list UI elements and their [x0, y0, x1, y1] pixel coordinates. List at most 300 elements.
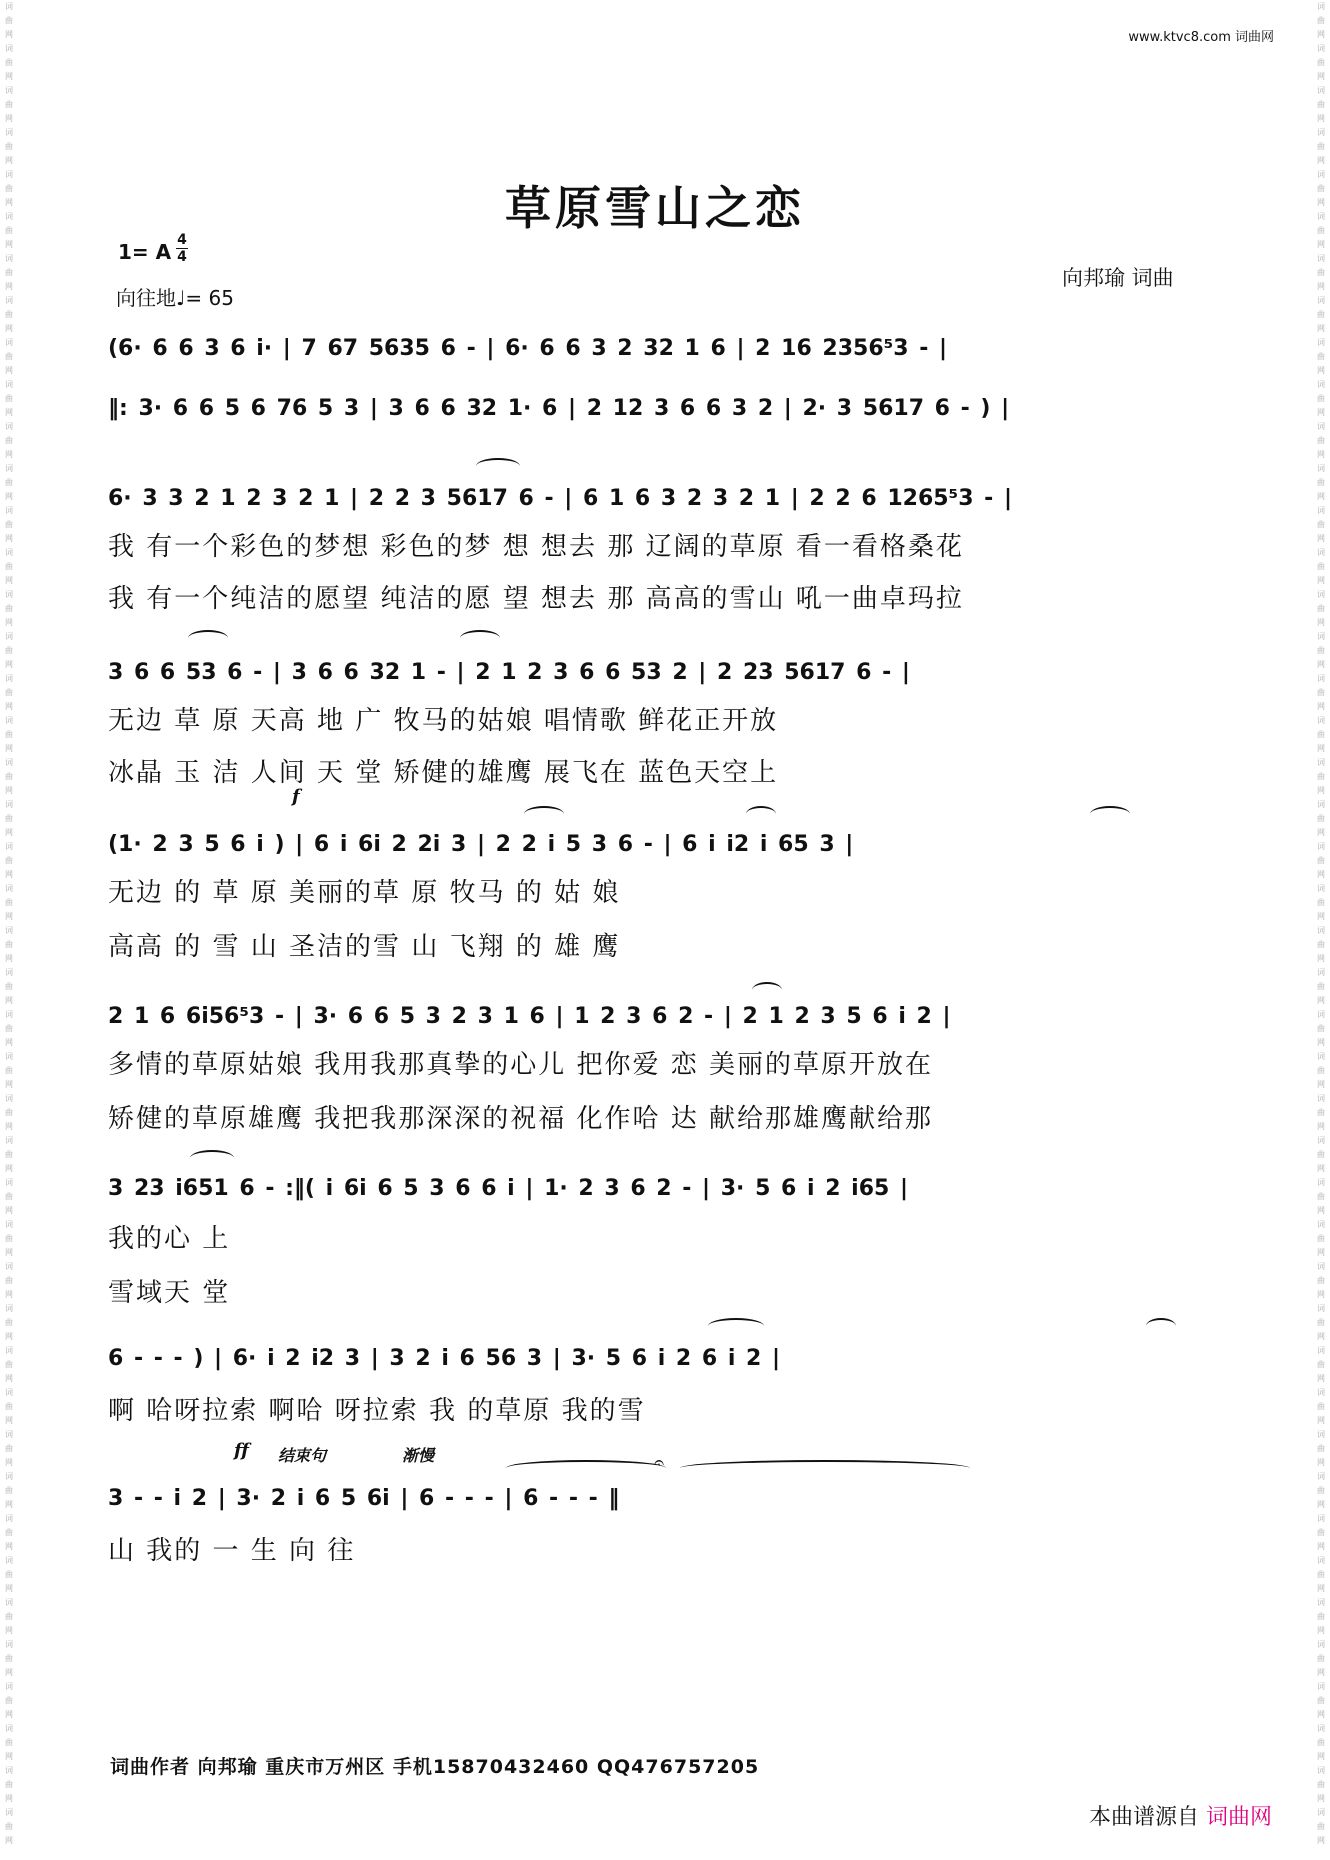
side-watermark-char: 网	[5, 324, 13, 333]
side-watermark-char: 网	[1317, 660, 1325, 669]
side-watermark-char: 网	[1317, 996, 1325, 1005]
side-watermark-char: 曲	[5, 1192, 13, 1201]
side-watermark-char: 网	[1317, 786, 1325, 795]
source-attribution	[1089, 1800, 1272, 1831]
slur-mark	[708, 1318, 764, 1334]
side-watermark-char: 网	[1317, 1374, 1325, 1383]
side-watermark-char: 网	[1317, 576, 1325, 585]
side-watermark-char: 网	[1317, 1122, 1325, 1131]
side-watermark-char: 曲	[5, 184, 13, 193]
side-watermark-char: 曲	[1317, 1612, 1325, 1621]
side-watermark-char: 网	[5, 534, 13, 543]
side-watermark-char: 曲	[5, 1066, 13, 1075]
side-watermark-char: 词	[1317, 2, 1325, 11]
side-watermark-char: 词	[1317, 1304, 1325, 1313]
side-watermark-char: 曲	[1317, 562, 1325, 571]
side-watermark-char: 曲	[1317, 1150, 1325, 1159]
side-watermark-char: 曲	[1317, 1738, 1325, 1747]
score-line-2: ‖: 3· 6 6 5 6 76 5 3 | 3 6 6 32 1· 6 | 2 12 3 6 6 3 2 | 2· 3 5617 6 - ) |	[108, 396, 1010, 421]
side-watermark-char: 曲	[5, 1024, 13, 1033]
side-watermark-char: 网	[1317, 1248, 1325, 1257]
side-watermark-char: 网	[1317, 1038, 1325, 1047]
lyric-line-6-verse-2: 矫健的草原雄鹰 我把我那深深的祝福 化作哈 达 献给那雄鹰献给那	[108, 1104, 934, 1134]
side-watermark-char: 曲	[5, 58, 13, 67]
side-watermark-char: 网	[5, 1752, 13, 1761]
side-watermark-char: 词	[5, 128, 13, 137]
side-watermark-char: 网	[1317, 366, 1325, 375]
side-watermark-char: 曲	[1317, 646, 1325, 655]
side-watermark-char: 词	[5, 716, 13, 725]
side-watermark-char: 网	[1317, 1752, 1325, 1761]
lyric-line-3-verse-2: 我 有一个纯洁的愿望 纯洁的愿 望 想去 那 高高的雪山 吼一曲卓玛拉	[108, 584, 964, 614]
side-watermark-char: 词	[5, 758, 13, 767]
side-watermark-char: 网	[1317, 492, 1325, 501]
side-watermark-char: 曲	[1317, 100, 1325, 109]
side-watermark-char: 曲	[1317, 772, 1325, 781]
fermata-icon: 𝄐	[654, 1452, 665, 1473]
slur-mark	[190, 1150, 234, 1166]
side-watermark-char: 词	[5, 254, 13, 263]
side-watermark-char: 曲	[5, 1654, 13, 1663]
side-watermark-char: 词	[5, 1514, 13, 1523]
side-watermark-char: 网	[1317, 870, 1325, 879]
side-watermark-char: 词	[5, 422, 13, 431]
side-watermark-char: 词	[5, 1388, 13, 1397]
left-side-watermark	[2, 0, 16, 1860]
side-watermark-char: 网	[5, 282, 13, 291]
side-watermark-char: 网	[5, 240, 13, 249]
side-watermark-char: 网	[1317, 450, 1325, 459]
side-watermark-char: 词	[5, 1304, 13, 1313]
lyric-line-9: 山 我的 一 生 向 往	[108, 1536, 356, 1566]
side-watermark-char: 曲	[5, 1150, 13, 1159]
side-watermark-char: 网	[1317, 1542, 1325, 1551]
side-watermark-char: 词	[5, 506, 13, 515]
side-watermark-char: 词	[1317, 1556, 1325, 1565]
slur-mark	[1146, 1318, 1176, 1334]
side-watermark-char: 词	[5, 1220, 13, 1229]
side-watermark-char: 词	[1317, 758, 1325, 767]
side-watermark-char: 词	[5, 926, 13, 935]
side-watermark-char: 网	[5, 366, 13, 375]
side-watermark-char: 曲	[1317, 604, 1325, 613]
side-watermark-char: 词	[1317, 380, 1325, 389]
side-watermark-char: 词	[1317, 716, 1325, 725]
side-watermark-char: 网	[5, 1626, 13, 1635]
side-watermark-char: 曲	[1317, 1318, 1325, 1327]
side-watermark-char: 词	[5, 1724, 13, 1733]
score-line-1: (6· 6 6 3 6 i· | 7 67 5635 6 - | 6· 6 6 3 2 32 1 6 | 2 16 2356⁵3 - |	[108, 336, 948, 361]
side-watermark-char: 网	[1317, 408, 1325, 417]
side-watermark-char: 曲	[5, 1360, 13, 1369]
site-url: www.ktvc8.com 词曲网	[1128, 30, 1274, 45]
side-watermark-char: 网	[5, 450, 13, 459]
side-watermark-char: 网	[1317, 156, 1325, 165]
side-watermark-char: 词	[5, 1556, 13, 1565]
side-watermark-char: 词	[1317, 1094, 1325, 1103]
side-watermark-char: 网	[5, 1500, 13, 1509]
side-watermark-char: 词	[1317, 884, 1325, 893]
forte-mark: f	[292, 786, 300, 807]
lyric-line-3-verse-1: 我 有一个彩色的梦想 彩色的梦 想 想去 那 辽阔的草原 看一看格桑花	[108, 532, 964, 562]
side-watermark-char: 曲	[5, 1696, 13, 1705]
side-watermark-char: 网	[1317, 1668, 1325, 1677]
side-watermark-char: 词	[5, 212, 13, 221]
side-watermark-char: 网	[5, 198, 13, 207]
side-watermark-char: 词	[1317, 464, 1325, 473]
side-watermark-char: 曲	[1317, 310, 1325, 319]
side-watermark-char: 曲	[1317, 352, 1325, 361]
side-watermark-char: 网	[1317, 1206, 1325, 1215]
side-watermark-char: 网	[5, 1248, 13, 1257]
slur-mark	[1090, 806, 1130, 822]
side-watermark-char: 曲	[1317, 1444, 1325, 1453]
side-watermark-char: 曲	[5, 1234, 13, 1243]
side-watermark-char: 词	[1317, 1514, 1325, 1523]
side-watermark-char: 曲	[1317, 730, 1325, 739]
score-line-9: 3 - - i 2 | 3· 2 i 6 5 6i | 6 - - - | 6 - - - ‖	[108, 1486, 620, 1511]
side-watermark-char: 词	[5, 1430, 13, 1439]
side-watermark-char: 词	[1317, 422, 1325, 431]
lyric-line-7-verse-2: 雪域天 堂	[108, 1278, 231, 1308]
side-watermark-char: 曲	[5, 1780, 13, 1789]
side-watermark-char: 网	[5, 1542, 13, 1551]
side-watermark-char: 词	[1317, 1220, 1325, 1229]
side-watermark-char: 词	[5, 2, 13, 11]
side-watermark-char: 网	[5, 576, 13, 585]
side-watermark-char: 网	[5, 1374, 13, 1383]
side-watermark-char: 词	[1317, 1430, 1325, 1439]
side-watermark-char: 网	[1317, 1500, 1325, 1509]
slur-mark	[460, 630, 500, 646]
side-watermark-char: 网	[1317, 954, 1325, 963]
side-watermark-char: 词	[1317, 1808, 1325, 1817]
side-watermark-char: 词	[1317, 842, 1325, 851]
side-watermark-char: 曲	[5, 562, 13, 571]
side-watermark-char: 网	[1317, 702, 1325, 711]
side-watermark-char: 词	[1317, 170, 1325, 179]
side-watermark-char: 词	[1317, 128, 1325, 137]
side-watermark-char: 网	[5, 744, 13, 753]
side-watermark-char: 曲	[5, 1612, 13, 1621]
side-watermark-char: 网	[5, 1290, 13, 1299]
side-watermark-char: 词	[5, 1808, 13, 1817]
side-watermark-char: 曲	[1317, 814, 1325, 823]
side-watermark-char: 曲	[5, 1402, 13, 1411]
side-watermark-char: 曲	[1317, 16, 1325, 25]
slur-mark	[680, 1460, 970, 1476]
side-watermark-char: 词	[1317, 1598, 1325, 1607]
side-watermark-char: 曲	[1317, 1276, 1325, 1285]
side-watermark-char: 词	[1317, 1472, 1325, 1481]
lyric-line-4-verse-2: 冰晶 玉 洁 人间 天 堂 矫健的雄鹰 展飞在 蓝色天空上	[108, 758, 779, 788]
side-watermark-char: 网	[1317, 912, 1325, 921]
side-watermark-char: 网	[1317, 744, 1325, 753]
side-watermark-char: 曲	[5, 1108, 13, 1117]
side-watermark-char: 网	[5, 1584, 13, 1593]
side-watermark-char: 词	[1317, 44, 1325, 53]
side-watermark-char: 网	[5, 1668, 13, 1677]
side-watermark-char: 词	[5, 1010, 13, 1019]
side-watermark-char: 网	[5, 72, 13, 81]
side-watermark-char: 网	[1317, 198, 1325, 207]
side-watermark-char: 词	[5, 1640, 13, 1649]
side-watermark-char: 词	[5, 590, 13, 599]
side-watermark-char: 曲	[5, 772, 13, 781]
side-watermark-char: 词	[1317, 632, 1325, 641]
side-watermark-char: 曲	[1317, 1654, 1325, 1663]
ending-phrase-mark: 结束句	[278, 1446, 327, 1465]
side-watermark-char: 网	[5, 1458, 13, 1467]
side-watermark-char: 曲	[5, 1822, 13, 1831]
meter-top: 4	[177, 232, 187, 248]
side-watermark-char: 曲	[5, 1570, 13, 1579]
side-watermark-char: 词	[5, 296, 13, 305]
side-watermark-char: 曲	[5, 1528, 13, 1537]
side-watermark-char: 网	[1317, 1626, 1325, 1635]
side-watermark-char: 曲	[5, 940, 13, 949]
source-brand-link[interactable]: 词曲网	[1205, 1805, 1272, 1830]
author-credit: 向邦瑜 词曲	[1062, 266, 1174, 290]
side-watermark-char: 词	[5, 380, 13, 389]
side-watermark-char: 网	[5, 1416, 13, 1425]
side-watermark-char: 网	[5, 954, 13, 963]
side-watermark-char: 词	[5, 1682, 13, 1691]
lyric-line-5-verse-1: 无边 的 草 原 美丽的草 原 牧马 的 姑 娘	[108, 878, 621, 908]
side-watermark-char: 网	[1317, 114, 1325, 123]
side-watermark-char: 网	[1317, 1290, 1325, 1299]
side-watermark-char: 网	[5, 660, 13, 669]
side-watermark-char: 网	[5, 786, 13, 795]
side-watermark-char: 曲	[5, 142, 13, 151]
side-watermark-char: 词	[5, 548, 13, 557]
side-watermark-char: 曲	[1317, 184, 1325, 193]
side-watermark-char: 曲	[1317, 1066, 1325, 1075]
side-watermark-char: 曲	[1317, 1192, 1325, 1201]
side-watermark-char: 网	[5, 30, 13, 39]
song-title: 草原雪山之恋	[505, 181, 805, 235]
side-watermark-char: 网	[5, 156, 13, 165]
side-watermark-char: 曲	[5, 1486, 13, 1495]
score-line-5: (1· 2 3 5 6 i ) | 6 i 6i 2 2i 3 | 2 2 i 5 3 6 - | 6 i i2 i 65 3 |	[108, 832, 854, 857]
side-watermark-char: 曲	[5, 100, 13, 109]
side-watermark-char: 曲	[5, 226, 13, 235]
side-watermark-char: 词	[1317, 674, 1325, 683]
side-watermark-char: 曲	[5, 1738, 13, 1747]
side-watermark-char: 词	[1317, 1052, 1325, 1061]
side-watermark-char: 曲	[1317, 1360, 1325, 1369]
slur-mark	[476, 458, 520, 474]
side-watermark-char: 词	[1317, 590, 1325, 599]
side-watermark-char: 曲	[5, 730, 13, 739]
composer-contact-info: 词曲作者 向邦瑜 重庆市万州区 手机15870432460 QQ476757205	[110, 1756, 760, 1778]
side-watermark-char: 网	[1317, 282, 1325, 291]
side-watermark-char: 词	[1317, 926, 1325, 935]
side-watermark-char: 词	[1317, 1010, 1325, 1019]
side-watermark-char: 网	[1317, 324, 1325, 333]
side-watermark-char: 词	[5, 170, 13, 179]
side-watermark-char: 曲	[1317, 1402, 1325, 1411]
side-watermark-char: 网	[5, 870, 13, 879]
side-watermark-char: 曲	[5, 898, 13, 907]
side-watermark-char: 词	[5, 674, 13, 683]
side-watermark-char: 词	[1317, 1136, 1325, 1145]
score-line-3: 6· 3 3 2 1 2 3 2 1 | 2 2 3 5617 6 - | 6 1 6 3 2 3 2 1 | 2 2 6 1265⁵3 - |	[108, 486, 1012, 511]
side-watermark-char: 曲	[1317, 982, 1325, 991]
side-watermark-char: 网	[1317, 1584, 1325, 1593]
side-watermark-char: 网	[1317, 1458, 1325, 1467]
side-watermark-char: 曲	[1317, 1780, 1325, 1789]
score-line-6: 2 1 6 6i56⁵3 - | 3· 6 6 5 3 2 3 1 6 | 1 2 3 6 2 - | 2 1 2 3 5 6 i 2 |	[108, 1004, 951, 1029]
side-watermark-char: 网	[1317, 1164, 1325, 1173]
side-watermark-char: 词	[1317, 1388, 1325, 1397]
side-watermark-char: 网	[5, 1080, 13, 1089]
side-watermark-char: 词	[1317, 1766, 1325, 1775]
side-watermark-char: 曲	[5, 268, 13, 277]
side-watermark-char: 词	[5, 1178, 13, 1187]
side-watermark-char: 网	[5, 1038, 13, 1047]
side-watermark-char: 词	[1317, 86, 1325, 95]
side-watermark-char: 曲	[5, 856, 13, 865]
side-watermark-char: 词	[1317, 1262, 1325, 1271]
side-watermark-char: 曲	[1317, 394, 1325, 403]
side-watermark-char: 网	[1317, 1710, 1325, 1719]
side-watermark-char: 词	[1317, 1640, 1325, 1649]
side-watermark-char: 网	[5, 114, 13, 123]
slur-mark	[752, 982, 782, 998]
side-watermark-char: 词	[5, 800, 13, 809]
side-watermark-char: 词	[1317, 1724, 1325, 1733]
side-watermark-char: 曲	[1317, 940, 1325, 949]
side-watermark-char: 词	[5, 1094, 13, 1103]
side-watermark-char: 词	[1317, 212, 1325, 221]
source-prefix: 本曲谱源自	[1088, 1805, 1199, 1830]
side-watermark-char: 曲	[1317, 436, 1325, 445]
right-side-watermark	[1314, 0, 1328, 1860]
side-watermark-char: 词	[5, 632, 13, 641]
side-watermark-char: 网	[1317, 1332, 1325, 1341]
side-watermark-char: 词	[5, 968, 13, 977]
side-watermark-char: 曲	[1317, 520, 1325, 529]
side-watermark-char: 词	[5, 884, 13, 893]
side-watermark-char: 词	[5, 338, 13, 347]
side-watermark-char: 曲	[1317, 1108, 1325, 1117]
side-watermark-char: 网	[1317, 72, 1325, 81]
tempo-marking: 向往地♩= 65	[116, 286, 234, 310]
meter-bottom: 4	[177, 249, 187, 265]
side-watermark-char: 词	[5, 1766, 13, 1775]
side-watermark-char: 网	[1317, 30, 1325, 39]
side-watermark-char: 词	[5, 1472, 13, 1481]
side-watermark-char: 词	[1317, 548, 1325, 557]
key-signature: 1= A	[118, 240, 172, 264]
score-line-8: 6 - - - ) | 6· i 2 i2 3 | 3 2 i 6 56 3 | 3· 5 6 i 2 6 i 2 |	[108, 1346, 781, 1371]
side-watermark-char: 曲	[1317, 1528, 1325, 1537]
side-watermark-char: 词	[1317, 1346, 1325, 1355]
side-watermark-char: 曲	[1317, 226, 1325, 235]
side-watermark-char: 网	[5, 828, 13, 837]
side-watermark-char: 网	[1317, 828, 1325, 837]
side-watermark-char: 网	[1317, 534, 1325, 543]
score-line-4: 3 6 6 53 6 - | 3 6 6 32 1 - | 2 1 2 3 6 6 53 2 | 2 23 5617 6 - |	[108, 660, 910, 685]
side-watermark-char: 曲	[1317, 1822, 1325, 1831]
slur-mark	[746, 806, 776, 822]
side-watermark-char: 词	[5, 1262, 13, 1271]
side-watermark-char: 曲	[1317, 58, 1325, 67]
side-watermark-char: 网	[5, 1164, 13, 1173]
side-watermark-char: 词	[5, 44, 13, 53]
side-watermark-char: 网	[5, 492, 13, 501]
slur-mark	[188, 630, 228, 646]
side-watermark-char: 曲	[1317, 856, 1325, 865]
side-watermark-char: 词	[1317, 506, 1325, 515]
side-watermark-char: 词	[1317, 1682, 1325, 1691]
side-watermark-char: 曲	[5, 16, 13, 25]
side-watermark-char: 词	[1317, 254, 1325, 263]
side-watermark-char: 词	[5, 1346, 13, 1355]
side-watermark-char: 曲	[5, 646, 13, 655]
side-watermark-char: 曲	[1317, 1234, 1325, 1243]
side-watermark-char: 网	[1317, 1080, 1325, 1089]
side-watermark-char: 曲	[1317, 1570, 1325, 1579]
side-watermark-char: 网	[5, 408, 13, 417]
side-watermark-char: 网	[1317, 1794, 1325, 1803]
side-watermark-char: 网	[5, 1122, 13, 1131]
side-watermark-char: 网	[5, 1332, 13, 1341]
side-watermark-char: 网	[5, 1794, 13, 1803]
side-watermark-char: 网	[5, 1710, 13, 1719]
side-watermark-char: 曲	[5, 604, 13, 613]
side-watermark-char: 网	[1317, 618, 1325, 627]
side-watermark-char: 词	[5, 842, 13, 851]
slur-mark	[506, 1460, 666, 1476]
side-watermark-char: 曲	[1317, 898, 1325, 907]
side-watermark-char: 词	[5, 1052, 13, 1061]
side-watermark-char: 网	[5, 996, 13, 1005]
side-watermark-char: 网	[5, 912, 13, 921]
side-watermark-char: 曲	[1317, 478, 1325, 487]
lyric-line-8: 啊 哈呀拉索 啊哈 呀拉索 我 的草原 我的雪	[108, 1396, 646, 1426]
lyric-line-6-verse-1: 多情的草原姑娘 我用我那真挚的心儿 把你爱 恋 美丽的草原开放在	[108, 1050, 934, 1080]
side-watermark-char: 曲	[5, 688, 13, 697]
side-watermark-char: 网	[5, 702, 13, 711]
side-watermark-char: 曲	[5, 310, 13, 319]
side-watermark-char: 词	[1317, 338, 1325, 347]
fortissimo-mark: ff	[234, 1440, 249, 1461]
side-watermark-char: 词	[1317, 800, 1325, 809]
side-watermark-char: 词	[5, 464, 13, 473]
side-watermark-char: 曲	[1317, 1024, 1325, 1033]
side-watermark-char: 曲	[5, 814, 13, 823]
side-watermark-char: 曲	[1317, 1696, 1325, 1705]
time-signature	[176, 232, 188, 265]
side-watermark-char: 曲	[5, 1276, 13, 1285]
lyric-line-4-verse-1: 无边 草 原 天高 地 广 牧马的姑娘 唱情歌 鲜花正开放	[108, 706, 779, 736]
side-watermark-char: 网	[5, 1836, 13, 1845]
side-watermark-char: 网	[1317, 240, 1325, 249]
side-watermark-char: 曲	[5, 352, 13, 361]
side-watermark-char: 曲	[5, 982, 13, 991]
side-watermark-char: 曲	[1317, 268, 1325, 277]
side-watermark-char: 网	[1317, 1416, 1325, 1425]
side-watermark-char: 词	[1317, 1178, 1325, 1187]
side-watermark-char: 网	[5, 618, 13, 627]
side-watermark-char: 词	[5, 86, 13, 95]
side-watermark-char: 曲	[5, 1444, 13, 1453]
side-watermark-char: 词	[5, 1598, 13, 1607]
side-watermark-char: 曲	[5, 394, 13, 403]
ritardando-mark: 渐慢	[402, 1446, 435, 1465]
